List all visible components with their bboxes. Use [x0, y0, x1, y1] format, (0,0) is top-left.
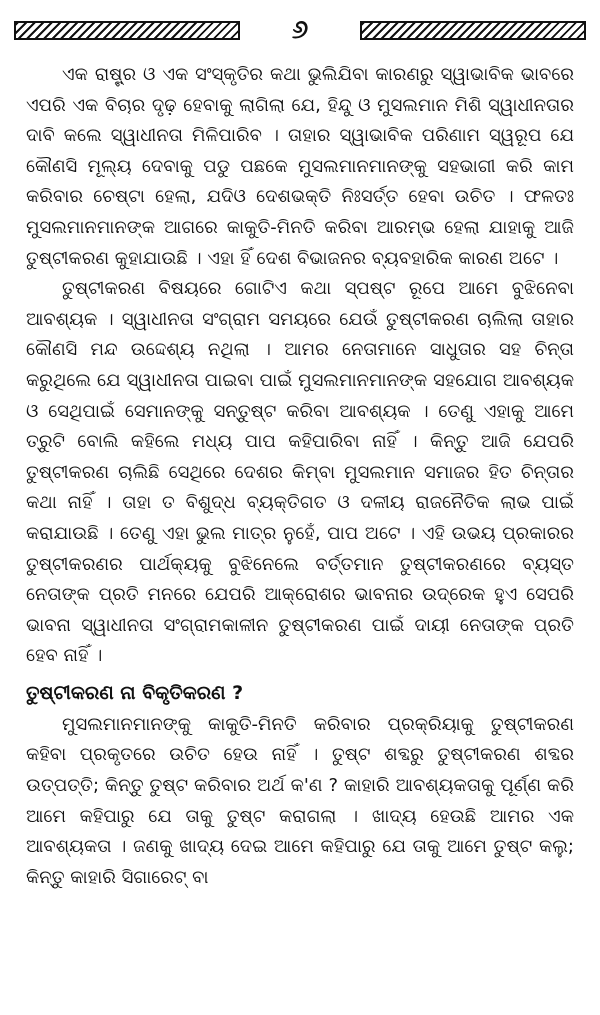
paragraph-2: ତୁଷ୍ଟୀକରଣ ବିଷୟରେ ଗୋଟିଏ କଥା ସ୍ପଷ୍ଟ ରୂପେ ଆମେ ବୁଝିନେବା ଆବଶ୍ୟକ । ସ୍ୱାଧୀନତା ସଂଗ୍ରାମ ସମୟରେ ଯେଉଁ ତୁଷ୍ଟୀକରଣ ଚାଲିଲା ତାହାର କୌଣସି ମନ୍ଦ ଉଦ୍ଦେଶ୍ୟ ନଥିଲା । ଆମର ନେତାମାନେ ସାଧୁତାର ସହ ଚିନ୍ତା କରୁଥିଲେ ଯେ ସ୍ୱାଧୀନତା ପାଇବା ପାଇଁ ମୁସଲମାନମାନଙ୍କ ସହଯୋଗ ଆବଶ୍ୟକ ଓ ସେଥିପାଇଁ ସେମାନଙ୍କୁ ସନ୍ତୁଷ୍ଟ କରିବା ଆବଶ୍ୟକ । ତେଣୁ ଏହାକୁ ଆମେ ତ୍ରୁଟି ବୋଲି କହିଲେ ମଧ୍ୟ ପାପ କହିପାରିବା ନାହିଁ । କିନ୍ତୁ ଆଜି ଯେପରି ତୁଷ୍ଟୀକରଣ ଚାଲିଛି ସେଥିରେ ଦେଶର କିମ୍ବା ମୁସଲମାନ ସମାଜର ହିତ ଚିନ୍ତାର କଥା ନାହିଁ । ତାହା ତ ବିଶୁଦ୍ଧ ବ୍ୟକ୍ତିଗତ ଓ ଦଳୀୟ ରାଜନୈତିକ ଲାଭ ପାଇଁ କରାଯାଉଛି । ତେଣୁ ଏହା ଭୁଲ ମାତ୍ର ନୁହେଁ, ପାପ ଅଟେ । ଏହି ଉଭୟ ପ୍ରକାରର ତୁଷ୍ଟୀକରଣର ପାର୍ଥକ୍ୟକୁ ବୁଝିନେଲେ ବର୍ତ୍ତମାନ ତୁଷ୍ଟୀକରଣରେ ବ୍ୟସ୍ତ ନେତାଙ୍କ ପ୍ରତି ମନରେ ଯେପରି ଆକ୍ରୋଶର ଭାବନାର ଉଦ୍ରେକ ହୁଏ ସେପରି ଭାବନା ସ୍ୱାଧୀନତା ସଂଗ୍ରାମକାଳୀନ ତୁଷ୍ଟୀକରଣ ପାଇଁ ଦାୟୀ ନେତାଙ୍କ ପ୍ରତି ହେବ ନାହିଁ । — [26, 278, 574, 667]
paragraph-1: ଏକ ରାଷ୍ଟ୍ର ଓ ଏକ ସଂସ୍କୃତିର କଥା ଭୁଲିଯିବା କାରଣରୁ ସ୍ୱାଭାବିକ ଭାବରେ ଏପରି ଏକ ବିଚାର ଦୃଢ଼ ହେବାକୁ ଲାଗିଲା ଯେ, ହିନ୍ଦୁ ଓ ମୁସଲମାନ ମିଶି ସ୍ୱାଧୀନତାର ଦାବି କଲେ ସ୍ୱାଧୀନତା ମିଳିପାରିବ । ତାହାର ସ୍ୱାଭାବିକ ପରିଣାମ ସ୍ୱରୂପ ଯେ କୌଣସି ମୂଲ୍ୟ ଦେବାକୁ ପଡୁ ପଛକେ ମୁସଲମାନମାନଙ୍କୁ ସହଭାଗୀ କରି କାମ କରିବାର ଚେଷ୍ଟା ହେଲା, ଯଦିଓ ଦେଶଭକ୍ତି ନିଃସର୍ତ୍ତ ହେବା ଉଚିତ । ଫଳତଃ ମୁସଲମାନମାନଙ୍କ ଆଗରେ କାକୁତି-ମିନତି କରିବା ଆରମ୍ଭ ହେଲା ଯାହାକୁ ଆଜି ତୁଷ୍ଟୀକରଣ କୁହାଯାଉଛି । ଏହା ହିଁ ଦେଶ ବିଭାଜନର ବ୍ୟବହାରିକ କାରଣ ଅଟେ । — [26, 64, 574, 269]
section-heading: ତୁଷ୍ଟୀକରଣ ନା ବିକୃତିକରଣ ? — [26, 681, 244, 704]
body-text — [26, 60, 574, 893]
page-header — [14, 8, 586, 52]
page-number: ୬ — [291, 15, 309, 45]
header-hatch-left — [14, 21, 240, 40]
header-hatch-right — [360, 21, 586, 40]
paragraph-3: ମୁସଲମାନମାନଙ୍କୁ କାକୁତି-ମିନତି କରିବାର ପ୍ରକ୍ରିୟାକୁ ତୁଷ୍ଟୀକରଣ କହିବା ପ୍ରକୃତରେ ଉଚିତ ହେଉ ନାହିଁ । ତୁଷ୍ଟ ଶବ୍ଦରୁ ତୁଷ୍ଟୀକରଣ ଶବ୍ଦର ଉତ୍ପତ୍ତି; କିନ୍ତୁ ତୁଷ୍ଟ କରିବାର ଅର୍ଥ କ'ଣ ? କାହାରି ଆବଶ୍ୟକତାକୁ ପୂର୍ଣ୍ଣ କରି ଆମେ କହିପାରୁ ଯେ ତାକୁ ତୁଷ୍ଟ କରାଗଲା । ଖାଦ୍ୟ ହେଉଛି ଆମର ଏକ ଆବଶ୍ୟକତା । ଜଣକୁ ଖାଦ୍ୟ ଦେଇ ଆମେ କହିପାରୁ ଯେ ତାକୁ ଆମେ ତୁଷ୍ଟ କଲୁ; କିନ୍ତୁ କାହାରି ସିଗାରେଟ୍ ବା — [26, 713, 574, 888]
